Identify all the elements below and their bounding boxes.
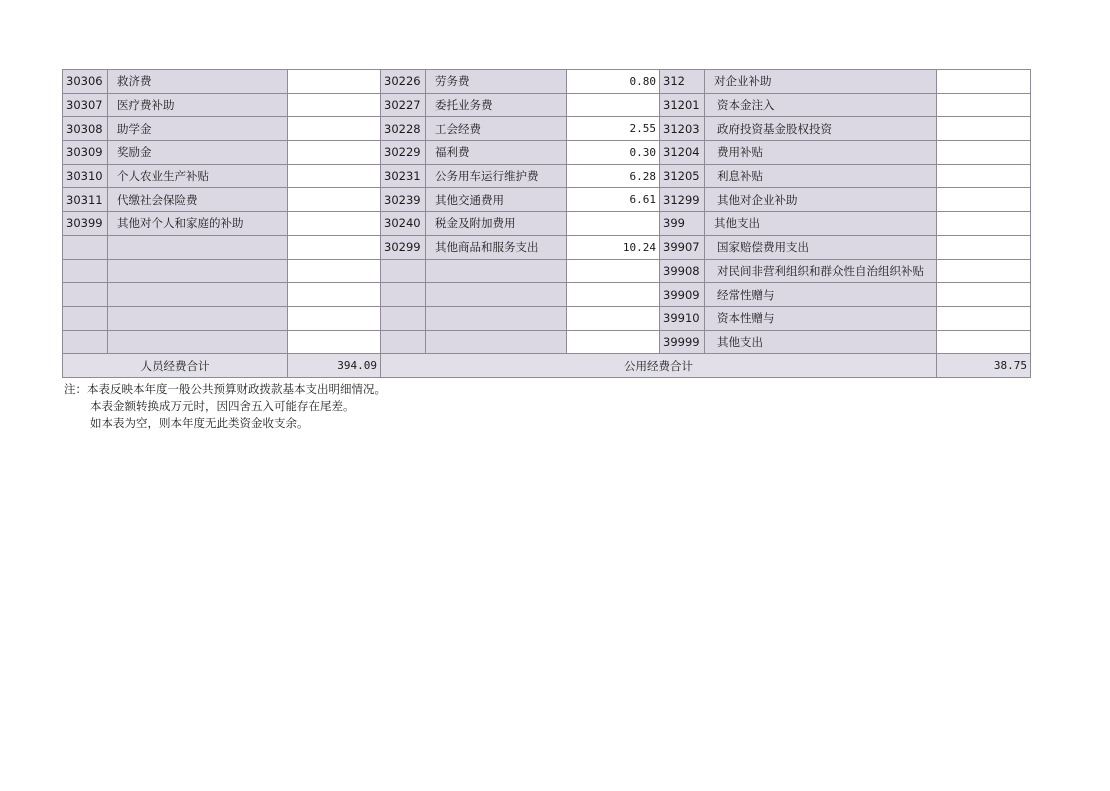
item-code xyxy=(63,330,108,354)
item-name: 资本性赠与 xyxy=(705,306,937,330)
totals-row xyxy=(63,354,1031,378)
item-name: 代缴社会保险费 xyxy=(108,188,288,212)
item-name xyxy=(426,306,567,330)
item-name: 助学金 xyxy=(108,117,288,141)
item-amount: 6.28 xyxy=(567,164,660,188)
personnel-total-label: 人员经费合计 xyxy=(63,354,288,378)
item-name: 其他对个人和家庭的补助 xyxy=(108,212,288,236)
item-amount xyxy=(288,259,381,283)
table-row xyxy=(63,235,1031,259)
item-amount xyxy=(288,283,381,307)
item-code: 31204 xyxy=(660,141,705,165)
item-code: 30307 xyxy=(63,93,108,117)
table-body xyxy=(63,70,1031,378)
item-code: 39909 xyxy=(660,283,705,307)
personnel-total-value: 394.09 xyxy=(288,354,381,378)
item-name: 劳务费 xyxy=(426,70,567,94)
item-name xyxy=(426,259,567,283)
item-name xyxy=(108,259,288,283)
item-name: 救济费 xyxy=(108,70,288,94)
item-amount: 0.30 xyxy=(567,141,660,165)
item-name: 经常性赠与 xyxy=(705,283,937,307)
item-name: 其他支出 xyxy=(705,330,937,354)
item-code: 39908 xyxy=(660,259,705,283)
expenditure-detail-table xyxy=(62,69,1031,378)
table-row xyxy=(63,141,1031,165)
item-name: 其他对企业补助 xyxy=(705,188,937,212)
item-name: 委托业务费 xyxy=(426,93,567,117)
item-name xyxy=(108,306,288,330)
item-code: 31205 xyxy=(660,164,705,188)
item-amount xyxy=(567,283,660,307)
table-row xyxy=(63,259,1031,283)
footnote-line: 如本表为空，则本年度无此类资金收支余。 xyxy=(90,416,309,430)
item-code: 30309 xyxy=(63,141,108,165)
item-code: 31299 xyxy=(660,188,705,212)
item-code xyxy=(381,330,426,354)
table-row xyxy=(63,70,1031,94)
item-code: 39907 xyxy=(660,235,705,259)
item-code xyxy=(381,259,426,283)
item-name xyxy=(108,330,288,354)
item-code xyxy=(63,306,108,330)
item-code xyxy=(63,235,108,259)
item-code: 30228 xyxy=(381,117,426,141)
item-code: 30226 xyxy=(381,70,426,94)
table-row xyxy=(63,212,1031,236)
item-amount: 6.61 xyxy=(567,188,660,212)
item-code: 30311 xyxy=(63,188,108,212)
public-total-value: 38.75 xyxy=(937,354,1031,378)
item-code: 312 xyxy=(660,70,705,94)
item-name: 对民间非营利组织和群众性自治组织补贴 xyxy=(705,259,937,283)
item-code: 30308 xyxy=(63,117,108,141)
item-code xyxy=(63,283,108,307)
item-name xyxy=(426,330,567,354)
item-code: 39999 xyxy=(660,330,705,354)
item-amount: 0.80 xyxy=(567,70,660,94)
item-name: 对企业补助 xyxy=(705,70,937,94)
item-name: 公务用车运行维护费 xyxy=(426,164,567,188)
item-code: 30310 xyxy=(63,164,108,188)
item-amount xyxy=(937,188,1031,212)
item-name: 其他商品和服务支出 xyxy=(426,235,567,259)
item-code: 39910 xyxy=(660,306,705,330)
item-name xyxy=(108,283,288,307)
item-amount xyxy=(937,212,1031,236)
item-amount xyxy=(567,259,660,283)
table-row xyxy=(63,188,1031,212)
item-amount xyxy=(288,70,381,94)
item-name: 税金及附加费用 xyxy=(426,212,567,236)
item-amount xyxy=(567,330,660,354)
item-amount: 10.24 xyxy=(567,235,660,259)
item-name: 费用补贴 xyxy=(705,141,937,165)
footnote-line: 本表金额转换成万元时，因四舍五入可能存在尾差。 xyxy=(90,399,355,413)
item-code: 30229 xyxy=(381,141,426,165)
item-amount xyxy=(937,141,1031,165)
item-code: 30306 xyxy=(63,70,108,94)
item-amount xyxy=(937,93,1031,117)
item-name: 福利费 xyxy=(426,141,567,165)
table-row xyxy=(63,330,1031,354)
footnote-line: 注：本表反映本年度一般公共预算财政拨款基本支出明细情况。 xyxy=(64,382,386,396)
footnotes xyxy=(64,381,386,432)
item-code: 30240 xyxy=(381,212,426,236)
item-name xyxy=(108,235,288,259)
table-row xyxy=(63,283,1031,307)
item-name: 资本金注入 xyxy=(705,93,937,117)
item-name xyxy=(426,283,567,307)
item-amount xyxy=(288,235,381,259)
item-amount xyxy=(288,188,381,212)
item-name: 医疗费补助 xyxy=(108,93,288,117)
item-code: 399 xyxy=(660,212,705,236)
item-code: 30399 xyxy=(63,212,108,236)
item-code: 31201 xyxy=(660,93,705,117)
item-amount xyxy=(937,164,1031,188)
item-code: 30239 xyxy=(381,188,426,212)
table-row xyxy=(63,117,1031,141)
item-code: 31203 xyxy=(660,117,705,141)
item-amount xyxy=(937,235,1031,259)
item-amount xyxy=(567,212,660,236)
item-amount xyxy=(937,70,1031,94)
item-amount xyxy=(288,164,381,188)
item-amount xyxy=(937,117,1031,141)
item-name: 工会经费 xyxy=(426,117,567,141)
item-name: 个人农业生产补贴 xyxy=(108,164,288,188)
item-amount xyxy=(288,93,381,117)
item-name: 政府投资基金股权投资 xyxy=(705,117,937,141)
item-code xyxy=(381,306,426,330)
item-code: 30231 xyxy=(381,164,426,188)
item-amount xyxy=(288,141,381,165)
item-amount xyxy=(937,283,1031,307)
item-code xyxy=(381,283,426,307)
public-total-label: 公用经费合计 xyxy=(381,354,937,378)
item-name: 奖励金 xyxy=(108,141,288,165)
item-name: 利息补贴 xyxy=(705,164,937,188)
item-code: 30227 xyxy=(381,93,426,117)
item-amount xyxy=(937,259,1031,283)
item-amount xyxy=(288,212,381,236)
item-amount xyxy=(567,306,660,330)
item-amount xyxy=(288,117,381,141)
item-code: 30299 xyxy=(381,235,426,259)
table-row xyxy=(63,93,1031,117)
item-amount xyxy=(937,306,1031,330)
item-name: 国家赔偿费用支出 xyxy=(705,235,937,259)
item-amount xyxy=(288,330,381,354)
table-row xyxy=(63,306,1031,330)
item-name: 其他支出 xyxy=(705,212,937,236)
item-amount xyxy=(288,306,381,330)
item-amount: 2.55 xyxy=(567,117,660,141)
item-amount xyxy=(937,330,1031,354)
item-code xyxy=(63,259,108,283)
item-name: 其他交通费用 xyxy=(426,188,567,212)
item-amount xyxy=(567,93,660,117)
table-row xyxy=(63,164,1031,188)
